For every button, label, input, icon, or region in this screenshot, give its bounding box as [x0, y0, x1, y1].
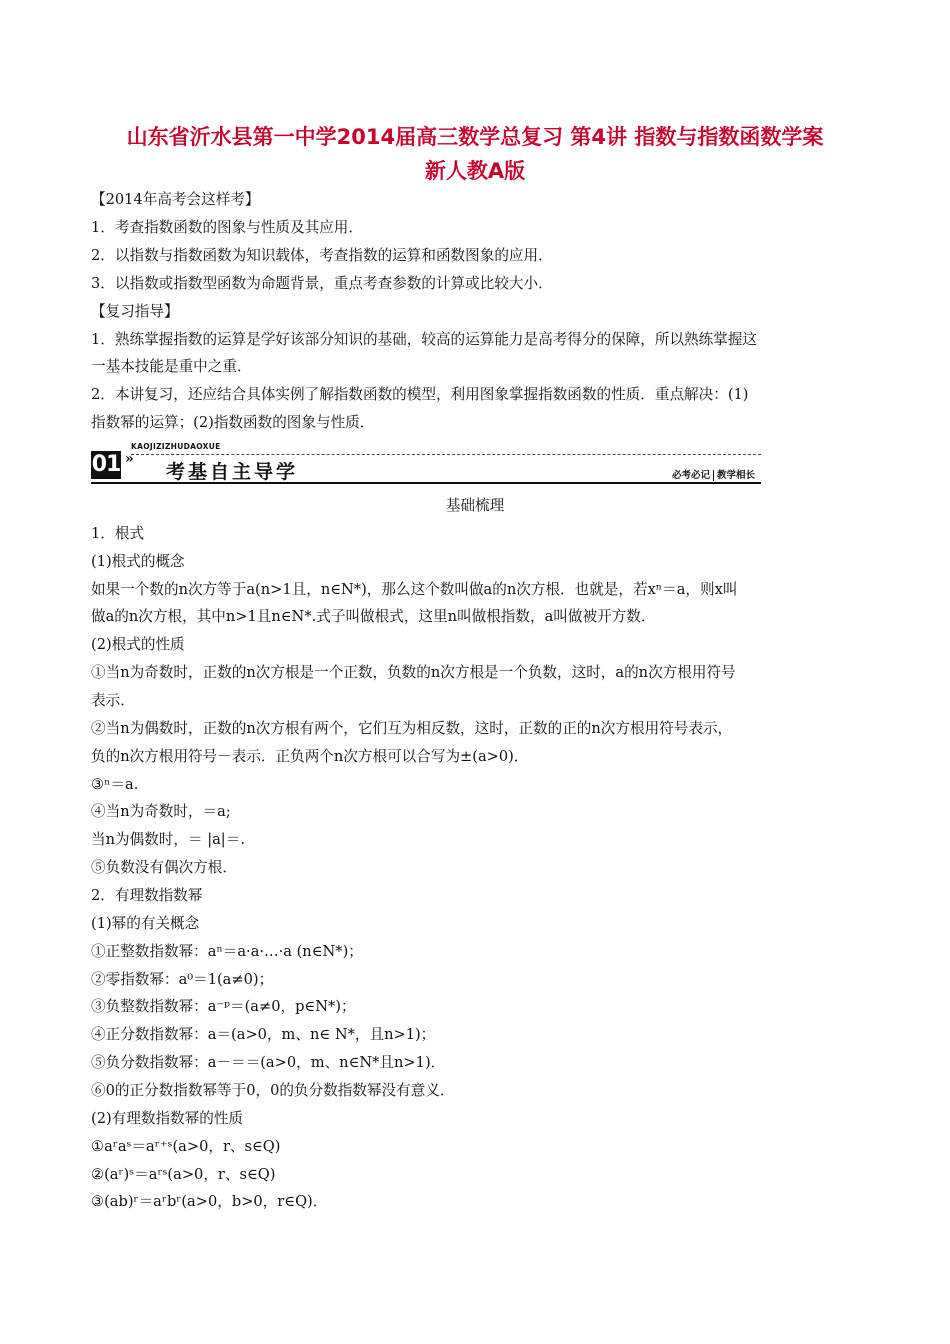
body-line: 2．有理数指数幂: [91, 887, 203, 904]
section-number: 01: [91, 452, 121, 477]
body-line: ②(aʳ)ˢ＝aʳˢ(a>0，r、s∈Q): [91, 1166, 276, 1183]
document-title-line2: 新人教A版: [424, 159, 526, 183]
body-line: ⑥0的正分数指数幂等于0，0的负分数指数幂没有意义．: [91, 1082, 455, 1099]
section-banner: [91, 443, 761, 485]
banner-tagline-2: 教学相长: [716, 470, 755, 481]
body-line: ②零指数幂：a⁰＝1(a≠0)；: [91, 971, 274, 988]
body-line: ②当n为偶数时，正数的n次方根有两个，它们互为相反数，这时，正数的正的n次方根用符号表示，: [91, 720, 733, 737]
body-line: ④正分数指数幂：a＝(a>0，m、n∈ N*，且n>1)；: [91, 1026, 436, 1043]
body-line: (1)幂的有关概念: [91, 915, 200, 932]
chevron-icon: »: [125, 451, 134, 467]
exam-point-3: 3．以指数或指数型函数为命题背景，重点考查参数的计算或比较大小．: [91, 275, 553, 292]
body-line: 当n为偶数时，＝ |a|＝.: [91, 831, 245, 848]
body-line: ④当n为奇数时，＝a;: [91, 803, 231, 820]
document-title-line1: 山东省沂水县第一中学2014届高三数学总复习 第4讲 指数与指数函数学案: [126, 125, 824, 149]
banner-tagline-1: 必考必记: [671, 470, 710, 481]
review-point-2a: 2．本讲复习，还应结合具体实例了解指数函数的模型，利用图象掌握指数函数的性质．重点解决：(1): [91, 386, 749, 403]
review-heading: 【复习指导】: [91, 303, 179, 320]
body-line: ③(ab)ʳ＝aʳbʳ(a>0，b>0，r∈Q)．: [91, 1193, 328, 1210]
body-line: 如果一个数的n次方等于a(n>1且，n∈N*)，那么这个数叫做a的n次方根．也就是，若xⁿ＝a，则x叫: [91, 581, 738, 598]
body-line: ⑤负数没有偶次方根．: [91, 859, 237, 876]
banner-base-rule: [91, 482, 761, 484]
body-line: 表示．: [91, 692, 135, 709]
banner-dashed-rule: [131, 454, 761, 455]
body-line: (1)根式的概念: [91, 553, 185, 570]
section-heading: 基础梳理: [445, 497, 505, 514]
banner-separator: [713, 470, 714, 481]
banner-title: 考基自主导学: [166, 461, 299, 483]
exam-point-1: 1．考查指数函数的图象与性质及其应用．: [91, 219, 363, 236]
body-line: (2)有理数指数幂的性质: [91, 1110, 244, 1127]
body-line: 1．根式: [91, 525, 145, 542]
body-line: ⑤负分数指数幂：a－＝＝(a>0，m、n∈N*且n>1)．: [91, 1054, 446, 1071]
body-line: ③负整数指数幂：a⁻ᵖ＝(a≠0，p∈N*)；: [91, 998, 356, 1015]
review-point-2b: 指数幂的运算；(2)指数函数的图象与性质．: [91, 414, 375, 431]
review-point-1b: 一基本技能是重中之重．: [91, 358, 252, 375]
body-line: ③ⁿ＝a.: [91, 776, 139, 793]
body-line: 负的n次方根用符号－表示．正负两个n次方根可以合写为±(a>0)．: [91, 748, 529, 765]
banner-tagline: [672, 467, 755, 481]
banner-pinyin: KAOJIZIZHUDAOXUE: [131, 442, 221, 451]
body-line: 做a的n次方根，其中n>1且n∈N*.式子叫做根式，这里n叫做根指数，a叫做被开方数．: [91, 608, 656, 625]
review-point-1a: 1．熟练掌握指数的运算是学好该部分知识的基础，较高的运算能力是高考得分的保障，所以熟练掌握这: [91, 331, 758, 348]
body-line: ①当n为奇数时，正数的n次方根是一个正数，负数的n次方根是一个负数，这时，a的n次方根用符号: [91, 664, 736, 681]
body-line: (2)根式的性质: [91, 636, 185, 653]
body-line: ①正整数指数幂：aⁿ＝a·a·…·a (n∈N*)；: [91, 943, 363, 960]
body-line: ①aʳaˢ＝aʳ⁺ˢ(a>0，r、s∈Q): [91, 1138, 281, 1155]
exam-heading: 【2014年高考会这样考】: [91, 191, 260, 208]
exam-point-2: 2．以指数与指数函数为知识载体，考查指数的运算和函数图象的应用．: [91, 247, 553, 264]
